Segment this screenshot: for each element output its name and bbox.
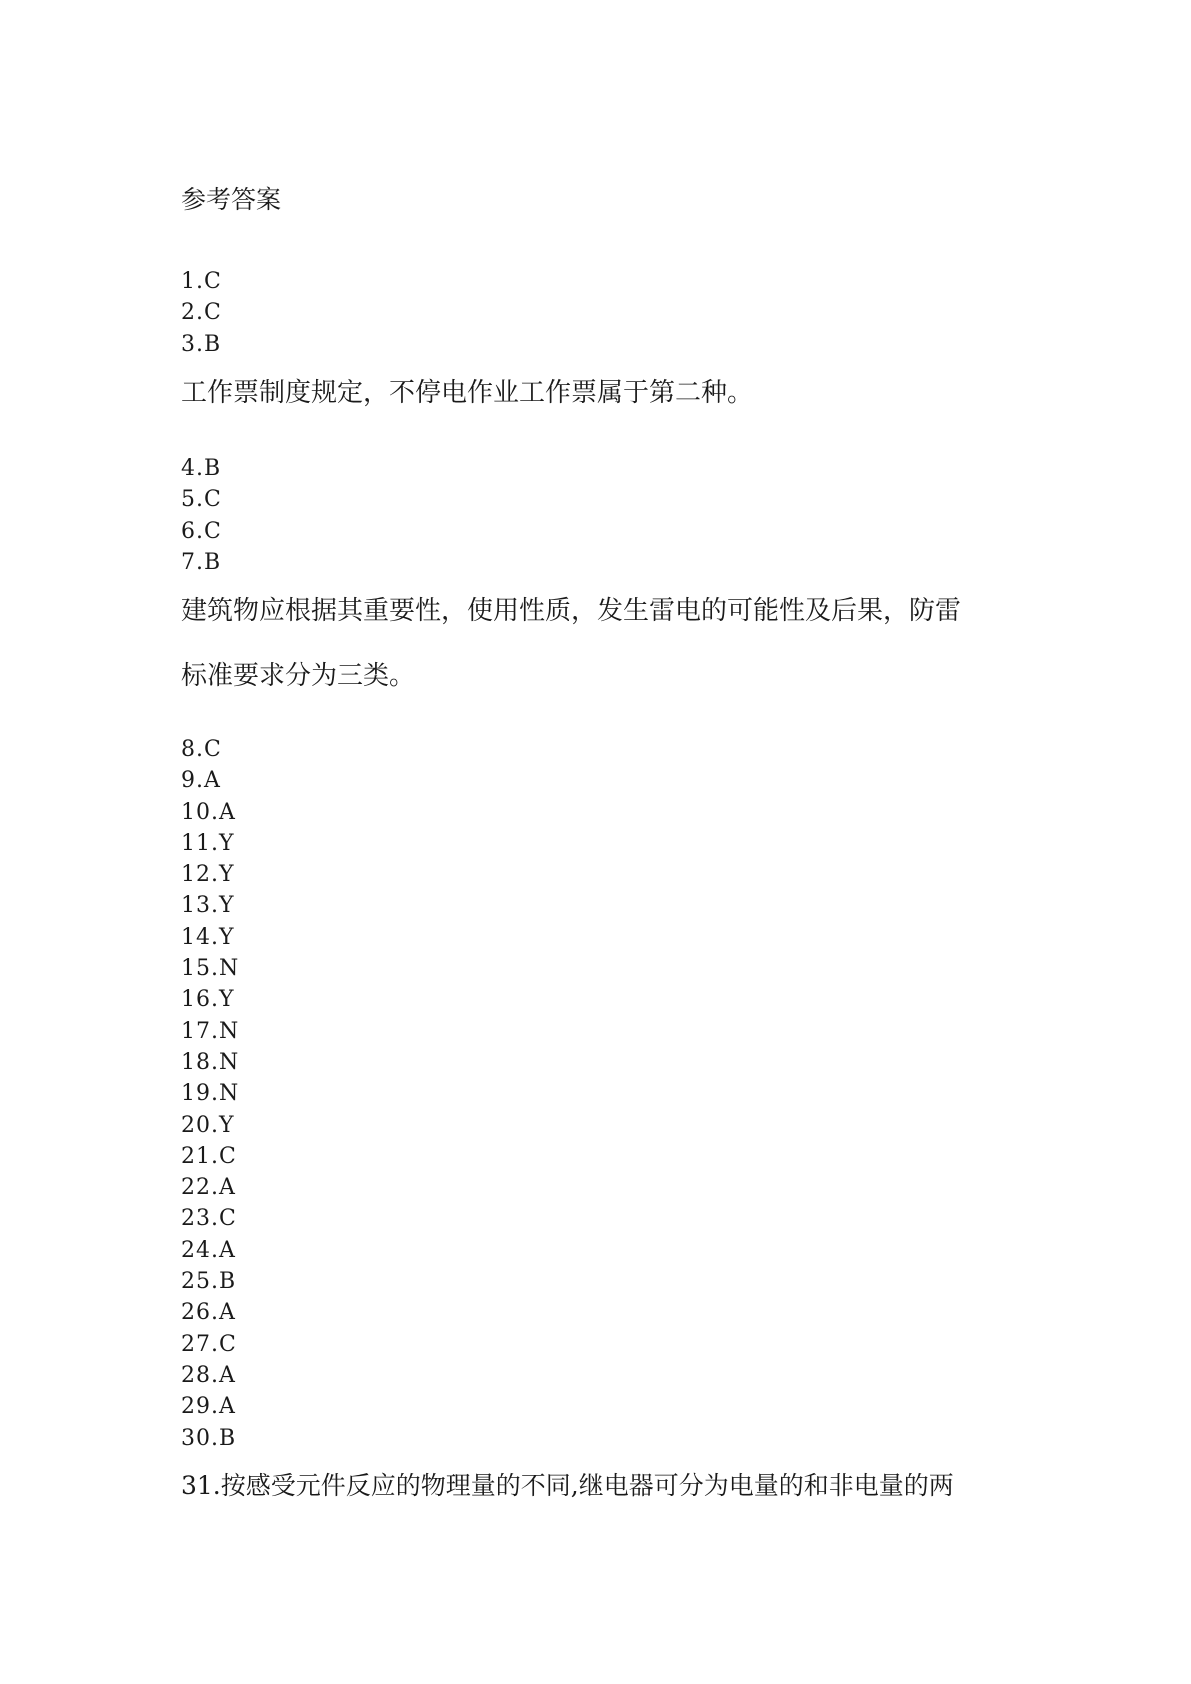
answer-list-1 xyxy=(181,266,222,360)
answer-item: 6.C xyxy=(181,518,222,544)
answer-item: 15.N xyxy=(181,956,240,982)
answer-key-heading: 参考答案 xyxy=(181,185,282,214)
answer-item: 5.C xyxy=(181,487,222,513)
answer-item: 10.A xyxy=(181,799,236,825)
answer-item: 3.B xyxy=(181,331,222,357)
answer-item: 25.B xyxy=(181,1269,237,1295)
answer-item: 29.A xyxy=(181,1394,236,1420)
answer-item: 22.A xyxy=(181,1175,236,1201)
answer-item: 7.B xyxy=(181,549,222,575)
answer-item: 8.C xyxy=(181,737,222,762)
answer-item: 20.Y xyxy=(181,1112,235,1138)
explanation-3: 工作票制度规定，不停电作业工作票属于第二种。 xyxy=(181,378,754,408)
answer-item: 19.N xyxy=(181,1081,240,1107)
answer-list-2 xyxy=(181,453,222,578)
explanation-7-line-2: 标准要求分为三类。 xyxy=(181,661,416,691)
answer-item: 30.B xyxy=(181,1425,237,1451)
answer-item: 17.N xyxy=(181,1018,240,1044)
answer-list-3 xyxy=(181,734,239,1454)
answer-item: 2.C xyxy=(181,300,222,326)
explanation-31: 31.按感受元件反应的物理量的不同,继电器可分为电量的和非电量的两 xyxy=(181,1471,954,1500)
answer-item: 12.Y xyxy=(181,862,235,888)
answer-item: 28.A xyxy=(181,1362,236,1388)
answer-item: 4.B xyxy=(181,456,222,481)
answer-item: 13.Y xyxy=(181,893,235,919)
answer-item: 26.A xyxy=(181,1300,236,1326)
answer-item: 9.A xyxy=(181,768,221,794)
answer-item: 27.C xyxy=(181,1331,237,1357)
answer-item: 16.Y xyxy=(181,987,235,1013)
answer-item: 14.Y xyxy=(181,924,235,950)
answer-item: 1.C xyxy=(181,269,222,294)
answer-item: 24.A xyxy=(181,1237,236,1263)
answer-item: 11.Y xyxy=(181,830,235,856)
answer-item: 18.N xyxy=(181,1049,240,1075)
explanation-7-line-1: 建筑物应根据其重要性，使用性质，发生雷电的可能性及后果，防雷 xyxy=(181,596,962,626)
answer-item: 21.C xyxy=(181,1143,237,1169)
answer-item: 23.C xyxy=(181,1206,237,1232)
